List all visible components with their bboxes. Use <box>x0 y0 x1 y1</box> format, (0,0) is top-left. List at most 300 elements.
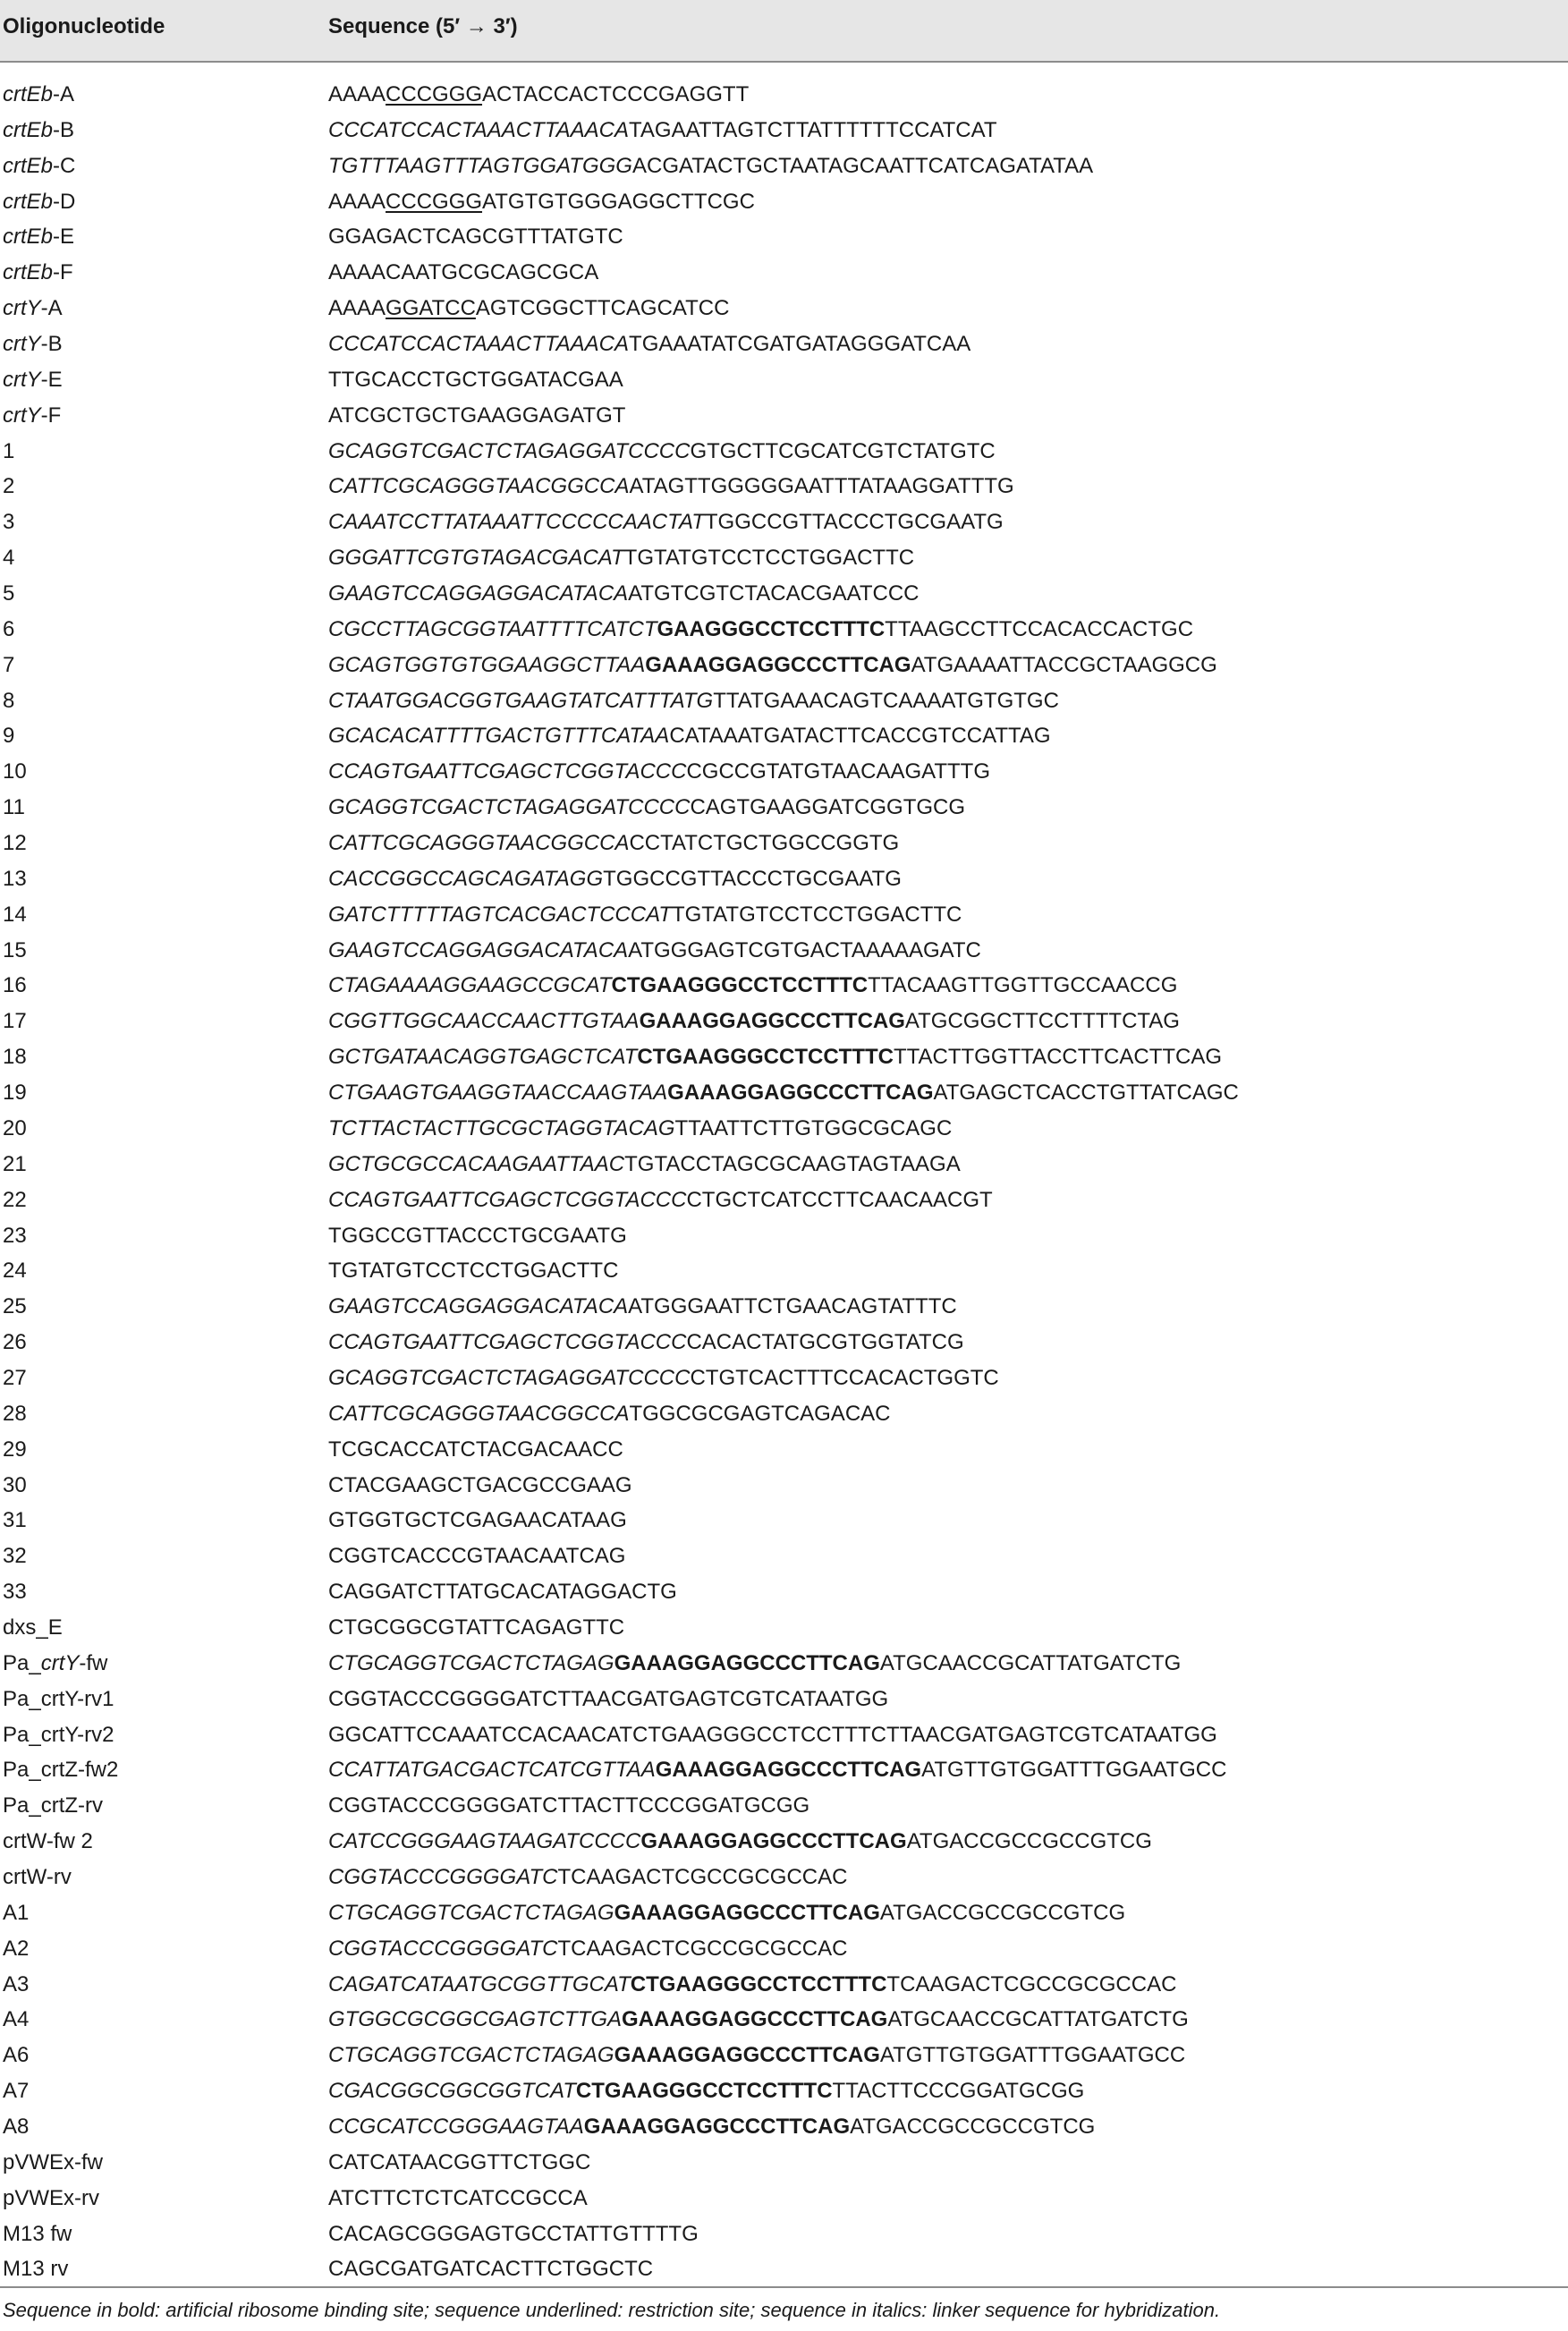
sequence-text: ATGAGCTCACCTGTTATCAGC <box>933 1081 1239 1106</box>
oligo-name-cell <box>3 1468 27 1504</box>
sequence-cell <box>328 184 755 220</box>
linker-sequence: GCTGATAACAGGTGAGCTCAT <box>328 1045 638 1070</box>
sequence-cell <box>328 897 962 933</box>
oligo-name-text: crtW-fw 2 <box>3 1829 93 1854</box>
sequence-text: CATCATAACGGTTCTGGC <box>328 2149 591 2174</box>
oligo-name-text: 20 <box>3 1115 27 1140</box>
sequence-text: TGGCGCGAGTCAGACAC <box>629 1401 891 1426</box>
sequence-text: CGCCGTATGTAACAAGATTTG <box>686 759 991 784</box>
oligo-name-cell <box>3 291 63 326</box>
sequence-cell <box>328 2181 588 2217</box>
ribosome-binding-site: CTGAAGGGCCTCCTTTC <box>575 2079 833 2104</box>
table-row <box>0 1752 1568 1788</box>
table-row <box>0 576 1568 612</box>
sequence-cell <box>328 1253 618 1289</box>
sequence-text: ATGCGGCTTCCTTTTCTAG <box>904 1009 1180 1034</box>
linker-sequence: CTGCAGGTCGACTCTAGAG <box>328 2043 614 2068</box>
oligo-name-text: 6 <box>3 616 15 641</box>
oligo-name-text: 30 <box>3 1472 27 1497</box>
oligo-name-cell <box>3 1824 93 1860</box>
oligo-name-cell <box>3 612 14 648</box>
sequence-text: CTGCGGCGTATTCAGAGTTC <box>328 1615 625 1640</box>
linker-sequence: CAGATCATAATGCGGTTGCAT <box>328 1971 631 1996</box>
gene-name-italic: crtEb <box>3 82 54 106</box>
linker-sequence: TGTTTAAGTTTAGTGGATGGG <box>328 153 632 178</box>
table-row <box>0 1396 1568 1432</box>
table-row <box>0 326 1568 362</box>
oligo-name-cell <box>3 1039 27 1075</box>
oligo-name-text: 17 <box>3 1009 27 1034</box>
table-header <box>0 0 1568 63</box>
table-row <box>0 1432 1568 1468</box>
table-row <box>0 648 1568 683</box>
ribosome-binding-site: GAAAGGAGGCCCTTCAG <box>583 2114 851 2139</box>
oligo-name-cell <box>3 1075 27 1111</box>
header-sequence: Sequence (5′ → 3′) <box>328 14 518 38</box>
table-row <box>0 2073 1568 2109</box>
oligo-name-cell <box>3 148 75 184</box>
linker-sequence: GCAGGTCGACTCTAGAGGATCCCC <box>328 438 691 463</box>
table-row <box>0 1610 1568 1646</box>
sequence-text: TTGCACCTGCTGGATACGAA <box>328 367 623 392</box>
table-row <box>0 219 1568 255</box>
oligo-name-text: dxs_E <box>3 1615 63 1640</box>
oligo-name-text: Pa_crtY-rv1 <box>3 1686 114 1711</box>
oligo-name-text: 3 <box>3 510 15 535</box>
restriction-site: CCCGGG <box>386 189 483 214</box>
sequence-cell <box>328 2038 1185 2073</box>
table-row <box>0 1468 1568 1504</box>
oligo-name-cell <box>3 1788 103 1824</box>
table-row <box>0 1360 1568 1396</box>
sequence-text: CTGTCACTTTCCACACTGGTC <box>690 1365 999 1390</box>
table-row <box>0 1325 1568 1360</box>
sequence-cell <box>328 1610 624 1646</box>
gene-name-italic: crtEb <box>3 189 54 214</box>
oligo-name-text: 5 <box>3 581 15 606</box>
sequence-cell <box>328 1004 1180 1039</box>
sequence-cell <box>328 504 1004 540</box>
oligo-name-cell <box>3 1360 27 1396</box>
oligo-name-text: Pa_ <box>3 1650 41 1675</box>
sequence-cell <box>328 1574 677 1610</box>
table-row <box>0 255 1568 291</box>
linker-sequence: GCAGTGGTGTGGAAGGCTTAA <box>328 652 646 677</box>
sequence-cell <box>328 1646 1181 1682</box>
oligo-name-cell <box>3 968 27 1004</box>
oligo-name-cell <box>3 2145 103 2181</box>
table-row <box>0 861 1568 897</box>
header-oligonucleotide: Oligonucleotide <box>3 14 165 38</box>
sequence-cell <box>328 1538 625 1574</box>
table-body <box>0 63 1568 2287</box>
oligo-name-text: 13 <box>3 866 27 891</box>
oligo-name-text: Pa_crtZ-fw2 <box>3 1758 119 1783</box>
sequence-text: CTACGAAGCTGACGCCGAAG <box>328 1472 632 1497</box>
table-bottom-rule <box>0 2286 1568 2288</box>
gene-name-italic: crtY <box>3 367 41 392</box>
sequence-text: TCAAGACTCGCCGCGCCAC <box>557 1864 848 1889</box>
sequence-text: ATAGTTGGGGGAATTTATAAGGATTTG <box>629 474 1014 499</box>
sequence-cell <box>328 326 970 362</box>
ribosome-binding-site: GAAAGGAGGCCCTTCAG <box>614 1650 880 1675</box>
oligo-name-text: -F <box>53 260 73 285</box>
oligo-name-cell <box>3 718 14 754</box>
sequence-cell <box>328 1860 847 1895</box>
sequence-text: CGGTACCCGGGGATCTTAACGATGAGTCGTCATAATGG <box>328 1686 889 1711</box>
oligo-name-cell <box>3 1396 27 1432</box>
oligo-name-cell <box>3 2073 29 2109</box>
ribosome-binding-site: GAAAGGAGGCCCTTCAG <box>667 1081 934 1106</box>
sequence-cell <box>328 576 919 612</box>
sequence-text: CAGGATCTTATGCACATAGGACTG <box>328 1580 677 1605</box>
ribosome-binding-site: GAAAGGAGGCCCTTCAG <box>640 1829 907 1854</box>
oligo-name-text: -C <box>53 153 76 178</box>
linker-sequence: CGGTACCCGGGGATC <box>328 1864 558 1889</box>
sequence-cell <box>328 1931 847 1967</box>
sequence-cell <box>328 1039 1222 1075</box>
oligo-name-cell <box>3 1218 27 1254</box>
ribosome-binding-site: CTGAAGGGCCTCCTTTC <box>611 973 869 998</box>
sequence-cell <box>328 683 1059 719</box>
sequence-text: ATCTTCTCTCATCCGCCA <box>328 2185 588 2210</box>
linker-sequence: CTGCAGGTCGACTCTAGAG <box>328 1900 614 1925</box>
sequence-text: TAGAATTAGTCTTATTTTTTCCATCAT <box>629 117 997 142</box>
sequence-cell <box>328 1752 1226 1788</box>
oligo-name-cell <box>3 1895 29 1931</box>
sequence-text: AAAA <box>328 189 386 214</box>
oligo-name-cell <box>3 576 14 612</box>
sequence-cell <box>328 1075 1239 1111</box>
oligo-name-text: A4 <box>3 2007 30 2032</box>
oligo-name-text: pVWEx-fw <box>3 2149 104 2174</box>
sequence-cell <box>328 434 996 470</box>
oligo-name-text: 22 <box>3 1187 27 1212</box>
oligo-name-text: 11 <box>3 795 25 820</box>
sequence-text: TCAAGACTCGCCGCGCCAC <box>557 1936 848 1961</box>
sequence-cell <box>328 1895 1125 1931</box>
sequence-cell <box>328 113 997 148</box>
oligo-name-cell <box>3 1967 29 2003</box>
table-row <box>0 790 1568 826</box>
sequence-cell <box>328 1111 952 1147</box>
ribosome-binding-site: CTGAAGGGCCTCCTTTC <box>630 1971 887 1996</box>
linker-sequence: CCATTATGACGACTCATCGTTAA <box>328 1758 656 1783</box>
sequence-text: ATGCAACCGCATTATGATCTG <box>879 1650 1182 1675</box>
oligo-name-text: 4 <box>3 546 15 571</box>
table-row <box>0 504 1568 540</box>
table-row <box>0 2145 1568 2181</box>
linker-sequence: CCCATCCACTAAACTTAAACA <box>328 332 630 357</box>
oligo-name-text: M13 rv <box>3 2257 69 2282</box>
sequence-cell <box>328 1360 999 1396</box>
oligo-name-text: -D <box>53 189 76 214</box>
oligo-name-cell <box>3 184 75 220</box>
sequence-text: TGTATGTCCTCCTGGACTTC <box>328 1259 619 1284</box>
oligo-name-text: 28 <box>3 1401 27 1426</box>
sequence-text: ACGATACTGCTAATAGCAATTCATCAGATATAA <box>631 153 1094 178</box>
oligo-name-cell <box>3 1289 27 1325</box>
oligo-name-cell <box>3 1860 72 1895</box>
sequence-text: GTGCTTCGCATCGTCTATGTC <box>690 438 996 463</box>
table-row <box>0 1004 1568 1039</box>
table-row <box>0 398 1568 434</box>
sequence-cell <box>328 718 1051 754</box>
sequence-cell <box>328 469 1014 504</box>
sequence-text: TTACTTCCCGGATGCGG <box>832 2079 1085 2104</box>
oligo-name-cell <box>3 1610 63 1646</box>
table-row <box>0 148 1568 184</box>
oligo-name-text: A6 <box>3 2043 30 2068</box>
linker-sequence: CCCATCCACTAAACTTAAACA <box>328 117 630 142</box>
sequence-text: TGAAATATCGATGATAGGGATCAA <box>629 332 971 357</box>
oligo-name-cell <box>3 1682 114 1717</box>
gene-name-italic: crtEb <box>3 225 54 250</box>
sequence-cell <box>328 1147 961 1182</box>
sequence-cell <box>328 2145 590 2181</box>
table-row <box>0 968 1568 1004</box>
sequence-text: ATGGGAATTCTGAACAGTATTTC <box>628 1294 957 1319</box>
sequence-text: ATGGGAGTCGTGACTAAAAAGATC <box>628 937 981 962</box>
table-row <box>0 77 1568 113</box>
oligo-name-cell <box>3 362 63 398</box>
sequence-text: CGGTACCCGGGGATCTTACTTCCCGGATGCGG <box>328 1793 810 1818</box>
linker-sequence: CATCCGGGAAGTAAGATCCCC <box>328 1829 641 1854</box>
table-row <box>0 2109 1568 2145</box>
sequence-text: ACTACCACTCCCGAGGTT <box>482 82 750 106</box>
sequence-text: CACACTATGCGTGGTATCG <box>686 1330 964 1355</box>
sequence-cell <box>328 255 598 291</box>
linker-sequence: GCAGGTCGACTCTAGAGGATCCCC <box>328 795 691 820</box>
oligo-name-cell <box>3 1646 107 1682</box>
sequence-text: TTAAGCCTTCCACACCACTGC <box>885 616 1194 641</box>
oligo-name-cell <box>3 77 74 113</box>
sequence-text: CCTATCTGCTGGCCGGTG <box>629 831 900 856</box>
table-row <box>0 1289 1568 1325</box>
sequence-text: AAAA <box>328 296 386 321</box>
table-row <box>0 113 1568 148</box>
oligo-name-text: -fw <box>79 1650 108 1675</box>
sequence-cell <box>328 648 1217 683</box>
gene-name-italic: crtEb <box>3 260 54 285</box>
sequence-text: ATGTCGTCTACACGAATCCC <box>628 581 920 606</box>
table-row <box>0 683 1568 719</box>
sequence-cell <box>328 1396 891 1432</box>
linker-sequence: CTGCAGGTCGACTCTAGAG <box>328 1650 614 1675</box>
sequence-text: ATGACCGCCGCCGTCG <box>850 2114 1096 2139</box>
linker-sequence: GCACACATTTTGACTGTTTCATAA <box>328 724 670 749</box>
linker-sequence: CGACGGCGGCGGTCAT <box>328 2079 576 2104</box>
sequence-text: GGAGACTCAGCGTTTATGTC <box>328 225 623 250</box>
oligo-name-text: 25 <box>3 1294 27 1319</box>
sequence-cell <box>328 2073 1084 2109</box>
table-row <box>0 1788 1568 1824</box>
oligo-name-cell <box>3 1931 29 1967</box>
linker-sequence: CGCCTTAGCGGTAATTTTCATCT <box>328 616 657 641</box>
sequence-text: TGGCCGTTACCCTGCGAATG <box>704 510 1004 535</box>
oligo-name-cell <box>3 2038 29 2073</box>
table-row <box>0 897 1568 933</box>
linker-sequence: CACCGGCCAGCAGATAGG <box>328 866 604 891</box>
table-row <box>0 1895 1568 1931</box>
sequence-cell <box>328 398 625 434</box>
oligo-name-text: -A <box>40 296 63 321</box>
linker-sequence: CTAATGGACGGTGAAGTATCATTTATG <box>328 688 714 713</box>
sequence-text: ATGACCGCCGCCGTCG <box>879 1900 1126 1925</box>
oligo-name-cell <box>3 326 63 362</box>
oligo-name-text: -B <box>40 332 63 357</box>
oligo-name-text: 8 <box>3 688 15 713</box>
oligo-name-text: 23 <box>3 1223 27 1248</box>
oligo-name-cell <box>3 434 14 470</box>
oligo-name-text: 24 <box>3 1259 27 1284</box>
linker-sequence: CATTCGCAGGGTAACGGCCA <box>328 831 630 856</box>
ribosome-binding-site: GAAAGGAGGCCCTTCAG <box>655 1758 922 1783</box>
table-row <box>0 1574 1568 1610</box>
oligo-name-cell <box>3 790 25 826</box>
oligo-name-cell <box>3 1111 27 1147</box>
table-row <box>0 540 1568 576</box>
oligo-name-text: 9 <box>3 724 15 749</box>
linker-sequence: CATTCGCAGGGTAACGGCCA <box>328 474 630 499</box>
linker-sequence: GGGATTCGTGTAGACGACAT <box>328 546 624 571</box>
oligo-name-text: -F <box>40 403 62 428</box>
table-row <box>0 1503 1568 1538</box>
oligo-name-text: A8 <box>3 2114 30 2139</box>
oligo-name-cell <box>3 1147 27 1182</box>
sequence-text: ATGAAAATTACCGCTAAGGCG <box>911 652 1217 677</box>
sequence-text: TTACTTGGTTACCTTCACTTCAG <box>893 1045 1223 1070</box>
ribosome-binding-site: GAAAGGAGGCCCTTCAG <box>639 1009 905 1034</box>
oligo-name-cell <box>3 504 14 540</box>
oligo-name-text: -E <box>53 225 75 250</box>
sequence-cell <box>328 1218 627 1254</box>
sequence-cell <box>328 1967 1176 2003</box>
sequence-text: TTAATTCTTGTGGCGCAGC <box>674 1115 953 1140</box>
sequence-cell <box>328 1682 888 1717</box>
table-row <box>0 434 1568 470</box>
table-row <box>0 291 1568 326</box>
sequence-cell <box>328 754 990 790</box>
sequence-text: AAAA <box>328 82 386 106</box>
table-row <box>0 469 1568 504</box>
oligo-name-text: 26 <box>3 1330 27 1355</box>
oligo-name-text: 32 <box>3 1544 27 1569</box>
gene-name-italic: crtY <box>40 1650 80 1675</box>
sequence-cell <box>328 1289 957 1325</box>
sequence-cell <box>328 1717 1217 1753</box>
sequence-text: ATGTGTGGGAGGCTTCGC <box>482 189 755 214</box>
linker-sequence: TCTTACTACTTGCGCTAGGTACAG <box>328 1115 675 1140</box>
linker-sequence: GTGGCGCGGCGAGTCTTGA <box>328 2007 622 2032</box>
ribosome-binding-site: CTGAAGGGCCTCCTTTC <box>637 1045 894 1070</box>
sequence-cell <box>328 77 749 113</box>
table-row <box>0 826 1568 861</box>
sequence-text: CGGTCACCCGTAACAATCAG <box>328 1544 626 1569</box>
oligo-name-text: 10 <box>3 759 27 784</box>
oligo-name-cell <box>3 1538 27 1574</box>
oligo-name-text: 14 <box>3 902 27 927</box>
table-row <box>0 2038 1568 2073</box>
oligo-name-text: 27 <box>3 1365 27 1390</box>
sequence-cell <box>328 540 914 576</box>
sequence-text: CACAGCGGGAGTGCCTATTGTTTTG <box>328 2221 699 2246</box>
oligo-name-text: A1 <box>3 1900 30 1925</box>
linker-sequence: CATTCGCAGGGTAACGGCCA <box>328 1401 630 1426</box>
oligo-name-cell <box>3 2002 29 2038</box>
sequence-cell <box>328 1182 993 1218</box>
gene-name-italic: crtEb <box>3 117 54 142</box>
sequence-text: TGGCCGTTACCCTGCGAATG <box>603 866 902 891</box>
sequence-cell <box>328 861 902 897</box>
linker-sequence: CAAATCCTTATAAATTCCCCCAACTAT <box>328 510 705 535</box>
oligo-name-text: A2 <box>3 1936 30 1961</box>
oligo-name-cell <box>3 255 73 291</box>
table-row <box>0 2181 1568 2217</box>
oligo-name-text: 19 <box>3 1081 27 1106</box>
table-row <box>0 933 1568 969</box>
sequence-text: TGTATGTCCTCCTGGACTTC <box>623 546 915 571</box>
sequence-text: TTACAAGTTGGTTGCCAACCG <box>868 973 1178 998</box>
table-row <box>0 1931 1568 1967</box>
oligo-name-text: -B <box>53 117 75 142</box>
oligo-name-text: 21 <box>3 1151 27 1176</box>
sequence-cell <box>328 1432 623 1468</box>
oligo-name-cell <box>3 2109 29 2145</box>
oligo-name-cell <box>3 683 14 719</box>
gene-name-italic: crtEb <box>3 153 54 178</box>
oligo-name-cell <box>3 2217 72 2252</box>
oligo-name-text: 29 <box>3 1437 27 1462</box>
linker-sequence: GAAGTCCAGGAGGACATACA <box>328 937 629 962</box>
oligo-name-cell <box>3 648 14 683</box>
sequence-cell <box>328 219 623 255</box>
restriction-site: GGATCC <box>386 296 476 321</box>
oligo-name-text: 1 <box>3 438 15 463</box>
linker-sequence: CTAGAAAAGGAAGCCGCAT <box>328 973 612 998</box>
sequence-text: TCAAGACTCGCCGCGCCAC <box>886 1971 1177 1996</box>
oligo-name-cell <box>3 1717 114 1753</box>
table-row <box>0 2002 1568 2038</box>
sequence-text: CTGCTCATCCTTCAACAACGT <box>686 1187 993 1212</box>
sequence-text: ATCGCTGCTGAAGGAGATGT <box>328 403 626 428</box>
table-row <box>0 1860 1568 1895</box>
oligo-name-text: 18 <box>3 1045 27 1070</box>
table-row <box>0 184 1568 220</box>
oligo-name-cell <box>3 1253 27 1289</box>
oligo-name-text: 7 <box>3 652 15 677</box>
sequence-text: AAAACAATGCGCAGCGCA <box>328 260 599 285</box>
oligo-name-cell <box>3 113 74 148</box>
sequence-cell <box>328 2109 1095 2145</box>
linker-sequence: GCAGGTCGACTCTAGAGGATCCCC <box>328 1365 691 1390</box>
linker-sequence: CGGTTGGCAACCAACTTGTAA <box>328 1009 640 1034</box>
sequence-cell <box>328 2002 1189 2038</box>
oligo-name-cell <box>3 1574 27 1610</box>
sequence-cell <box>328 826 899 861</box>
sequence-cell <box>328 1824 1152 1860</box>
sequence-cell <box>328 148 1093 184</box>
sequence-text: AGTCGGCTTCAGCATCC <box>475 296 730 321</box>
table-row <box>0 1717 1568 1753</box>
ribosome-binding-site: GAAGGGCCTCCTTTC <box>657 616 886 641</box>
sequence-cell <box>328 291 729 326</box>
oligo-name-text: 33 <box>3 1580 27 1605</box>
oligo-name-cell <box>3 1432 27 1468</box>
table-row <box>0 2251 1568 2287</box>
ribosome-binding-site: GAAAGGAGGCCCTTCAG <box>614 1900 880 1925</box>
oligo-name-text: Pa_crtY-rv2 <box>3 1722 114 1747</box>
